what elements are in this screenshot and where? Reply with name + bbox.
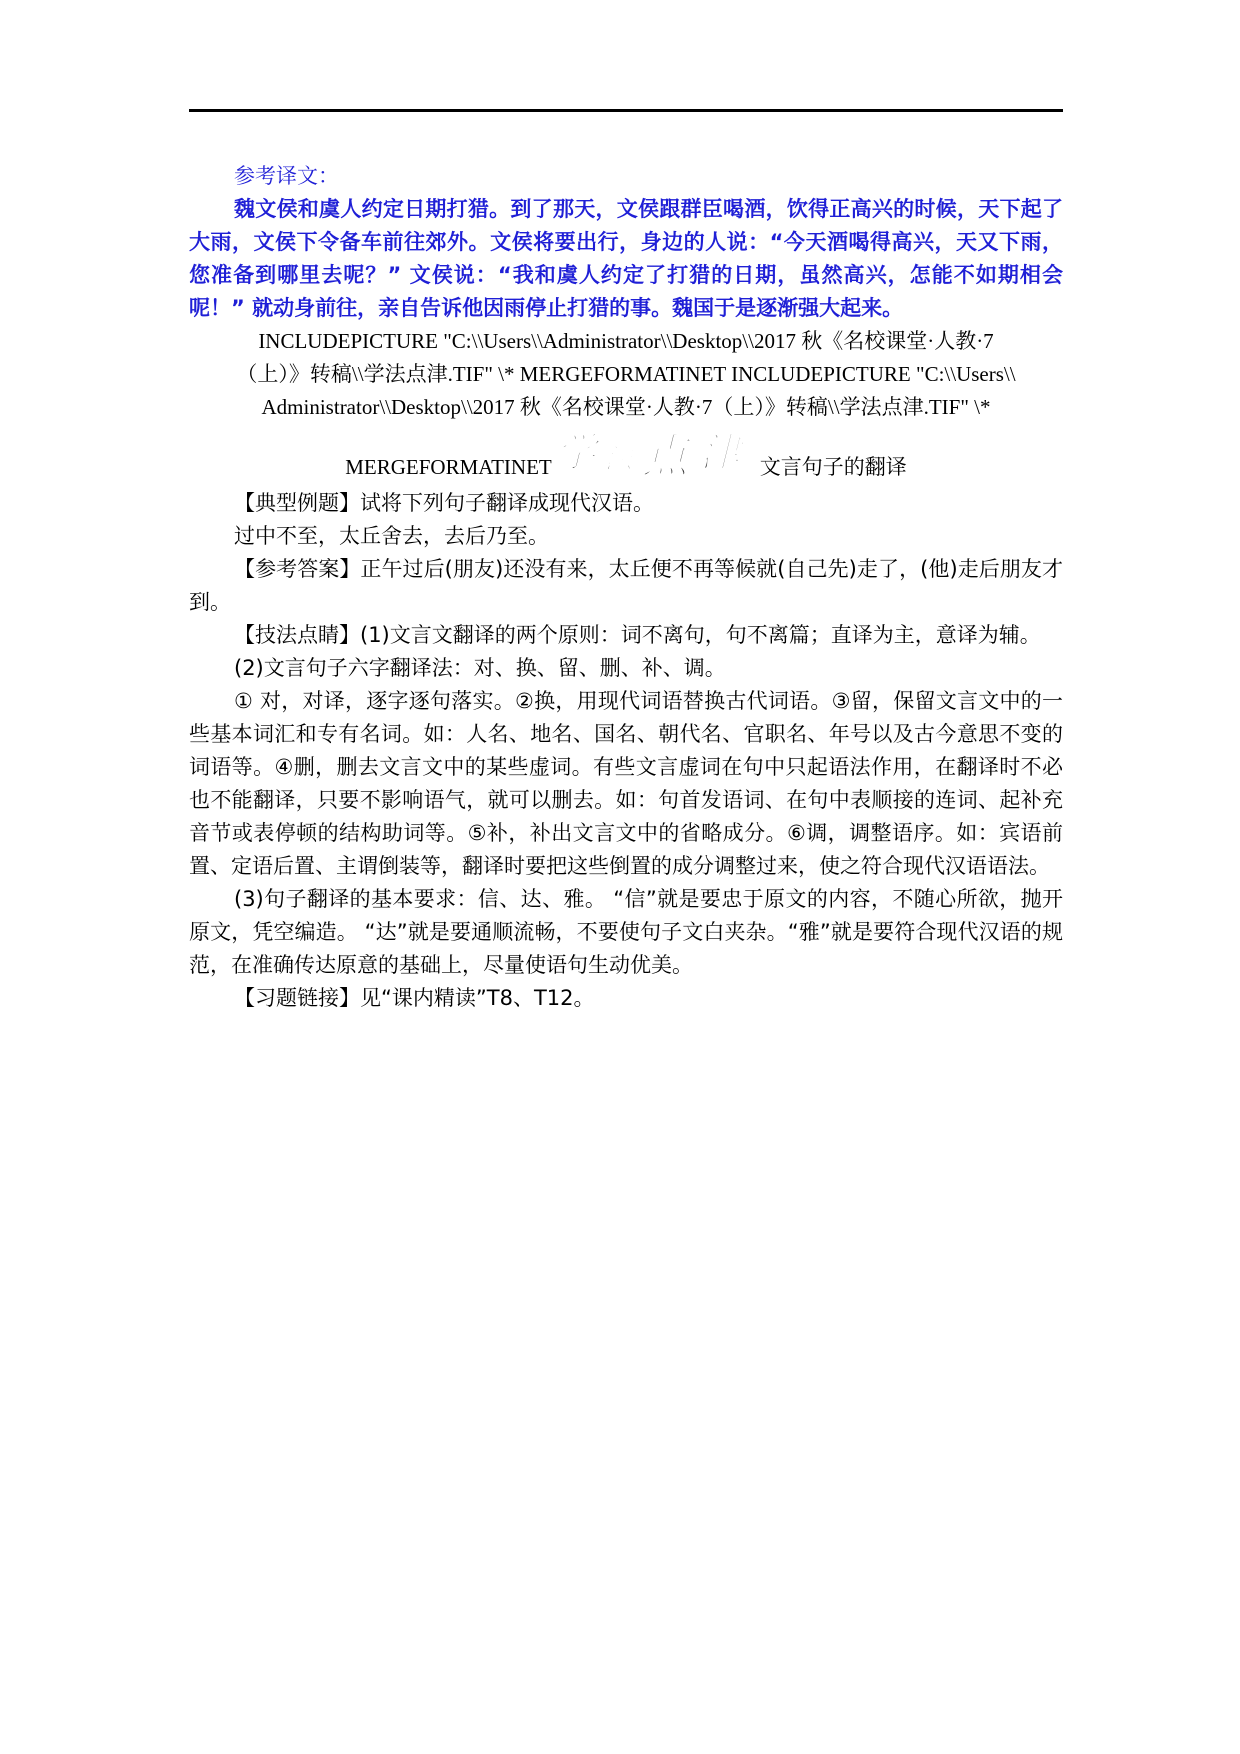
translation-body: 魏文侯和虞人约定日期打猎。到了那天，文侯跟群臣喝酒，饮得正高兴的时候，天下起了大雨，文侯下令备车前往郊外。文侯将要出行，身边的人说：“今天酒喝得高兴，天又下雨，您准备到哪里去呢？” 文侯说：“我和虞人约定了打猎的日期，虽然高兴，怎能不如期相会呢！” 就动身前往，亲自告诉他因雨停止打猎的事。魏国于是逐渐强大起来。	[189, 197, 1063, 320]
technique-text-1: (1)文言文翻译的两个原则：词不离句，句不离篇；直译为主，意译为辅。	[360, 623, 1041, 647]
example-text: 试将下列句子翻译成现代汉语。	[360, 491, 654, 515]
document-body	[189, 160, 1063, 1015]
technique-label: 【技法点睛】	[234, 623, 360, 647]
answer-label: 【参考答案】	[234, 557, 361, 581]
logo-char-4: 津	[699, 430, 740, 476]
example-label: 【典型例题】	[234, 491, 360, 515]
logo-char-1: 学	[555, 430, 596, 476]
example-paragraph	[189, 487, 1063, 520]
exercise-text: 见“课内精读”T8、T12。	[360, 986, 595, 1010]
xuefa-dianjin-logo	[554, 428, 758, 478]
section-title: 文言句子的翻译	[759, 455, 907, 479]
answer-text: 正午过后(朋友)还没有来，太丘便不再等候就(自己先)走了，(他)走后朋友才到。	[189, 557, 1063, 614]
technique-paragraph-3: ① 对，对译，逐字逐句落实。②换，用现代词语替换古代词语。③留，保留文言文中的一些基本词汇和专有名词。如：人名、地名、国名、朝代名、官职名、年号以及古今意思不变的词语等。④删，删去文言文中的某些虚词。有些文言虚词在句中只起语法作用，在翻译时不必也不能翻译，只要不影响语气，就可以删去。如：句首发语词、在句中表顺接的连词、起补充音节或表停顿的结构助词等。⑤补，补出文言文中的省略成分。⑥调，调整语序。如：宾语前置、定语后置、主谓倒装等，翻译时要把这些倒置的成分调整过来，使之符合现代汉语语法。	[189, 689, 1063, 878]
translation-heading: 参考译文：	[234, 164, 339, 188]
exercise-paragraph	[189, 982, 1063, 1015]
technique-paragraph-1	[189, 619, 1063, 652]
exercise-label: 【习题链接】	[234, 986, 360, 1010]
section-heading-line	[189, 428, 1063, 487]
field-code-line-4: MERGEFORMATINET	[345, 455, 552, 479]
field-code-line-1: INCLUDEPICTURE "C:\\Users\\Administrator\\Desktop\\2017 秋《名校课堂·人教·7	[258, 329, 994, 353]
logo-char-3: 点	[641, 429, 688, 478]
technique-paragraph-2: (2)文言句子六字翻译法：对、换、留、删、补、调。	[234, 656, 726, 680]
answer-paragraph	[189, 553, 1063, 619]
field-code-line-2: （上）》转稿\\学法点津.TIF" \* MERGEFORMATINET INCLUDEPICTURE "C:\\Users\\	[236, 362, 1016, 386]
logo-char-2: 法	[603, 442, 632, 475]
example-sentence: 过中不至，太丘舍去，去后乃至。	[234, 524, 549, 548]
field-code-line-3: Administrator\\Desktop\\2017 秋《名校课堂·人教·7（上）》转稿\\学法点津.TIF" \*	[261, 395, 991, 419]
header-rule	[189, 109, 1063, 112]
technique-paragraph-4: (3)句子翻译的基本要求：信、达、雅。 “信”就是要忠于原文的内容，不随心所欲，抛开原文，凭空编造。 “达”就是要通顺流畅，不要使句子文白夹杂。“雅”就是要符合现代汉语的规范，在准确传达原意的基础上，尽量使语句生动优美。	[189, 887, 1063, 977]
